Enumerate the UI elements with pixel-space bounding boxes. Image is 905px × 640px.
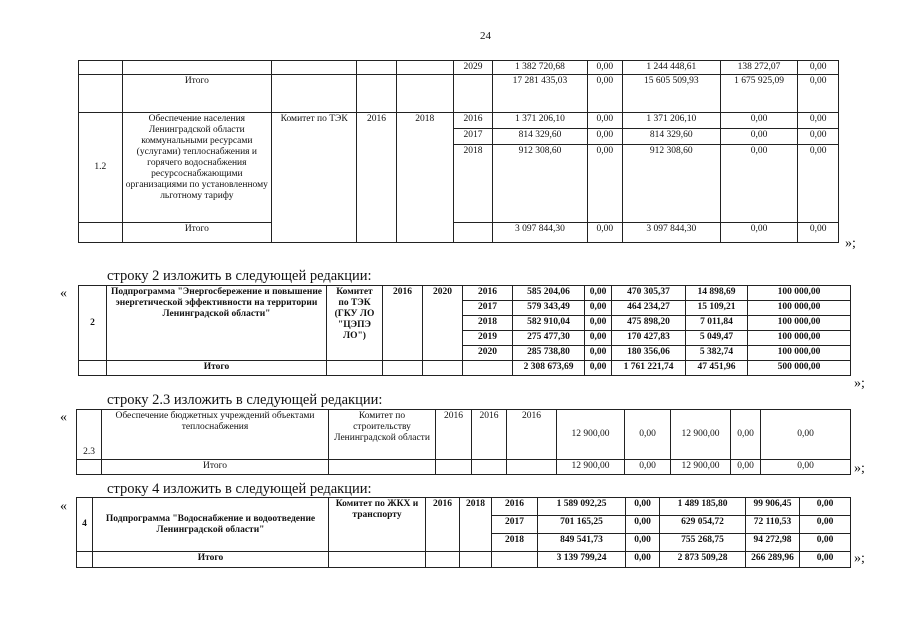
table-row: 2018 912 308,60 0,00 912 308,60 0,00 0,00 — [79, 145, 839, 223]
opening-quote: « — [60, 286, 67, 301]
itogo-label: Итого — [122, 75, 272, 113]
item-number: 2.3 — [77, 410, 102, 460]
heading-row-2: строку 2 изложить в следующей редакции: — [107, 268, 372, 284]
total-cell: 1 382 720,68 — [493, 61, 587, 75]
itogo-row: Итого 12 900,00 0,00 12 900,00 0,00 0,00 — [77, 460, 851, 475]
item-name: Подпрограмма "Энергосбережение и повышение энергетической эффективности на территории Ленинградской области" — [107, 286, 327, 361]
table-row: 2 Подпрограмма "Энергосбережение и повышение энергетической эффективности на территории Ленинградской области" Комитет по ТЭК (ГКУ ЛО "ЦЭПЭ ЛО") 2016 2020 2016 585 204,06 0,00 470 305,37 14 898,69 100 000,00 — [79, 286, 851, 301]
table-1 — [78, 60, 839, 243]
executor-cell: Комитет по ТЭК (ГКУ ЛО "ЦЭПЭ ЛО") — [327, 286, 383, 361]
opening-quote: « — [60, 499, 67, 514]
table-row: 2018 849 541,73 0,00 755 268,75 94 272,98 0,00 — [77, 534, 851, 552]
item-name: Подпрограмма "Водоснабжение и водоотведение Ленинградской области" — [93, 498, 329, 552]
end-year: 2020 — [423, 286, 463, 361]
item-number: 1.2 — [79, 113, 123, 223]
table-row: 2017 701 165,25 0,00 629 054,72 72 110,53 0,00 — [77, 516, 851, 534]
table-row: 2029 1 382 720,68 0,00 1 244 448,61 138 272,07 0,00 — [79, 61, 839, 75]
start-year: 2016 — [426, 498, 460, 552]
start-year: 2016 — [436, 410, 472, 460]
page-number: 24 — [480, 30, 491, 42]
item-name: Обеспечение бюджетных учреждений объектами теплоснабжения — [102, 410, 329, 460]
table-row: 2019 275 477,30 0,00 170 427,83 5 049,47 100 000,00 — [79, 331, 851, 346]
heading-row-2-3: строку 2.3 изложить в следующей редакции: — [107, 392, 383, 408]
itogo-label: Итого — [102, 460, 329, 475]
itogo-label: Итого — [93, 552, 329, 568]
table-row: 1.2 Обеспечение населения Ленинградской области коммунальными ресурсами (услугами) теплоснабжения и горячего водоснабжения ресурсоснабжающими организациями по установленному льготному тарифу Комитет по ТЭК 2016 2018 2016 1 371 206,10 0,00 1 371 206,10 0,00 0,00 — [79, 113, 839, 129]
start-year: 2016 — [383, 286, 423, 361]
table-row: 4 Подпрограмма "Водоснабжение и водоотведение Ленинградской области" Комитет по ЖКХ и транспорту 2016 2018 2016 1 589 092,25 0,00 1 489 185,80 99 906,45 0,00 — [77, 498, 851, 516]
executor-cell: Комитет по ТЭК — [272, 113, 357, 243]
itogo-row: Итого 3 139 799,24 0,00 2 873 509,28 266 289,96 0,00 — [77, 552, 851, 568]
item-number: 4 — [77, 498, 93, 552]
heading-row-4: строку 4 изложить в следующей редакции: — [107, 481, 372, 497]
itogo-row: Итого 17 281 435,03 0,00 15 605 509,93 1 675 925,09 0,00 — [79, 75, 839, 113]
table-3 — [76, 409, 851, 475]
table-row: 2017 814 329,60 0,00 814 329,60 0,00 0,00 — [79, 129, 839, 145]
table-row: 2018 582 910,04 0,00 475 898,20 7 011,84 100 000,00 — [79, 316, 851, 331]
table-2 — [78, 285, 851, 376]
executor-cell: Комитет по ЖКХ и транспорту — [329, 498, 426, 552]
closing-quote: »; — [854, 376, 865, 391]
end-year: 2016 — [472, 410, 507, 460]
closing-quote: »; — [854, 551, 865, 566]
itogo-row: Итого 3 097 844,30 0,00 3 097 844,30 0,00 0,00 — [79, 223, 839, 243]
closing-quote: »; — [854, 461, 865, 476]
itogo-label: Итого — [107, 361, 327, 376]
item-number: 2 — [79, 286, 107, 361]
table-row: 2.3 Обеспечение бюджетных учреждений объектами теплоснабжения Комитет по строительству Ленинградской области 2016 2016 2016 12 900,00 0,00 12 900,00 0,00 0,00 — [77, 410, 851, 460]
end-year: 2018 — [460, 498, 492, 552]
table-4 — [76, 497, 851, 568]
table-row: 2020 285 738,80 0,00 180 356,06 5 382,74 100 000,00 — [79, 346, 851, 361]
year-cell: 2029 — [453, 61, 492, 75]
executor-cell: Комитет по строительству Ленинградской области — [329, 410, 436, 460]
closing-quote: »; — [845, 236, 856, 251]
start-year: 2016 — [357, 113, 396, 243]
itogo-label: Итого — [122, 223, 272, 243]
table-row: 2017 579 343,49 0,00 464 234,27 15 109,21 100 000,00 — [79, 301, 851, 316]
opening-quote: « — [60, 410, 67, 425]
item-name: Обеспечение населения Ленинградской области коммунальными ресурсами (услугами) теплоснабжения и горячего водоснабжения ресурсоснабжающими организациями по установленному льготному тарифу — [122, 113, 272, 223]
end-year: 2018 — [396, 113, 453, 243]
itogo-row: Итого 2 308 673,69 0,00 1 761 221,74 47 451,96 500 000,00 — [79, 361, 851, 376]
